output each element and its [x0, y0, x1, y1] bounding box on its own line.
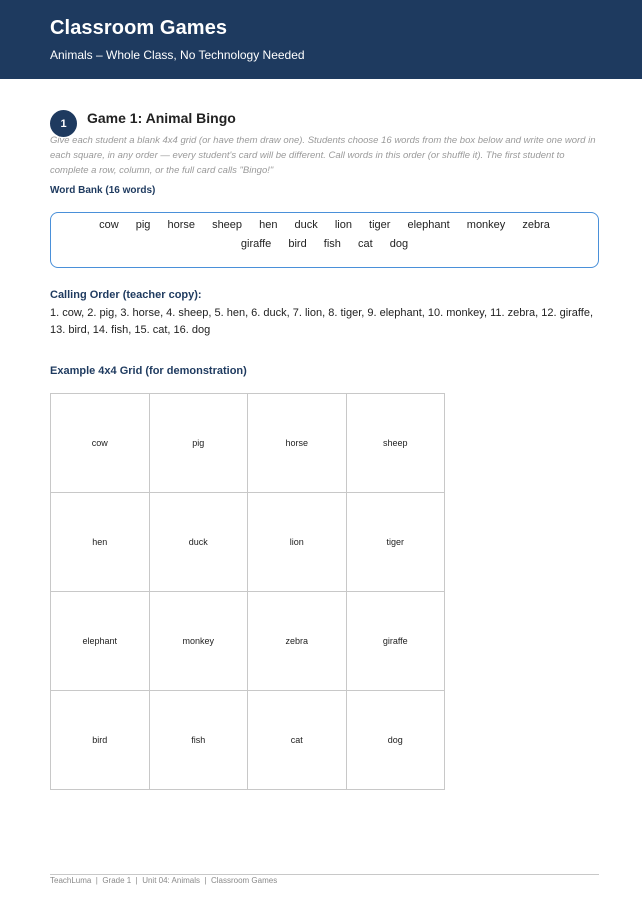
grid-cell: duck — [150, 493, 249, 592]
grid-cell: lion — [248, 493, 347, 592]
word-bank-label: Word Bank (16 words) — [50, 185, 156, 196]
word-bank-word: monkey — [466, 219, 506, 231]
word-bank-word: fish — [323, 238, 341, 250]
grid-cell: giraffe — [347, 592, 446, 691]
grid-cell: zebra — [248, 592, 347, 691]
page-header — [0, 0, 642, 79]
game-instructions: Give each student a blank 4x4 grid (or have them draw one). Students choose 16 words from the box below and write one word in each square, in any order — every student's card will be different. Call words in this order (or shuffle it). The first student to complete a row, column, or the full card calls "Bingo!" — [50, 135, 596, 176]
word-bank-word: bird — [288, 238, 307, 250]
grid-cell: fish — [150, 691, 249, 790]
calling-order-label: Calling Order (teacher copy): — [50, 289, 202, 301]
word-bank-word: cow — [99, 219, 119, 231]
word-bank-word: lion — [334, 219, 352, 231]
grid-cell: bird — [51, 691, 150, 790]
word-bank-word: tiger — [369, 219, 391, 231]
page-footer: TeachLuma | Grade 1 | Unit 04: Animals | Classroom Games — [50, 876, 278, 885]
word-bank-word: duck — [294, 219, 318, 231]
grid-cell: hen — [51, 493, 150, 592]
word-bank-box — [50, 212, 599, 268]
grid-cell: sheep — [347, 394, 446, 493]
example-grid-label: Example 4x4 Grid (for demonstration) — [50, 365, 247, 377]
page-title: Classroom Games — [50, 17, 228, 39]
word-bank-word: cat — [357, 238, 373, 250]
word-bank-word: giraffe — [240, 238, 272, 250]
grid-cell: monkey — [150, 592, 249, 691]
word-bank-word: zebra — [522, 219, 550, 231]
grid-cell: tiger — [347, 493, 446, 592]
example-bingo-grid — [50, 393, 445, 790]
calling-order-text: 1. cow, 2. pig, 3. horse, 4. sheep, 5. hen, 6. duck, 7. lion, 8. tiger, 9. elephant, 10. monkey, 11. zebra, 12. giraffe, 13. bird, 14. fish, 15. cat, 16. dog — [50, 307, 594, 336]
word-bank-word: hen — [259, 219, 278, 231]
word-bank-word: elephant — [407, 219, 450, 231]
grid-cell: pig — [150, 394, 249, 493]
grid-cell: dog — [347, 691, 446, 790]
word-bank-word: dog — [389, 238, 409, 250]
grid-cell: cat — [248, 691, 347, 790]
word-bank-word: pig — [135, 219, 151, 231]
word-bank-word: sheep — [212, 219, 243, 231]
grid-cell: elephant — [51, 592, 150, 691]
word-bank-word: horse — [167, 219, 195, 231]
grid-cell: horse — [248, 394, 347, 493]
game-title: Game 1: Animal Bingo — [87, 109, 236, 126]
page-subtitle: Animals – Whole Class, No Technology Needed — [50, 48, 305, 62]
footer-divider — [50, 874, 599, 875]
grid-cell: cow — [51, 394, 150, 493]
game-number-badge: 1 — [50, 110, 77, 137]
